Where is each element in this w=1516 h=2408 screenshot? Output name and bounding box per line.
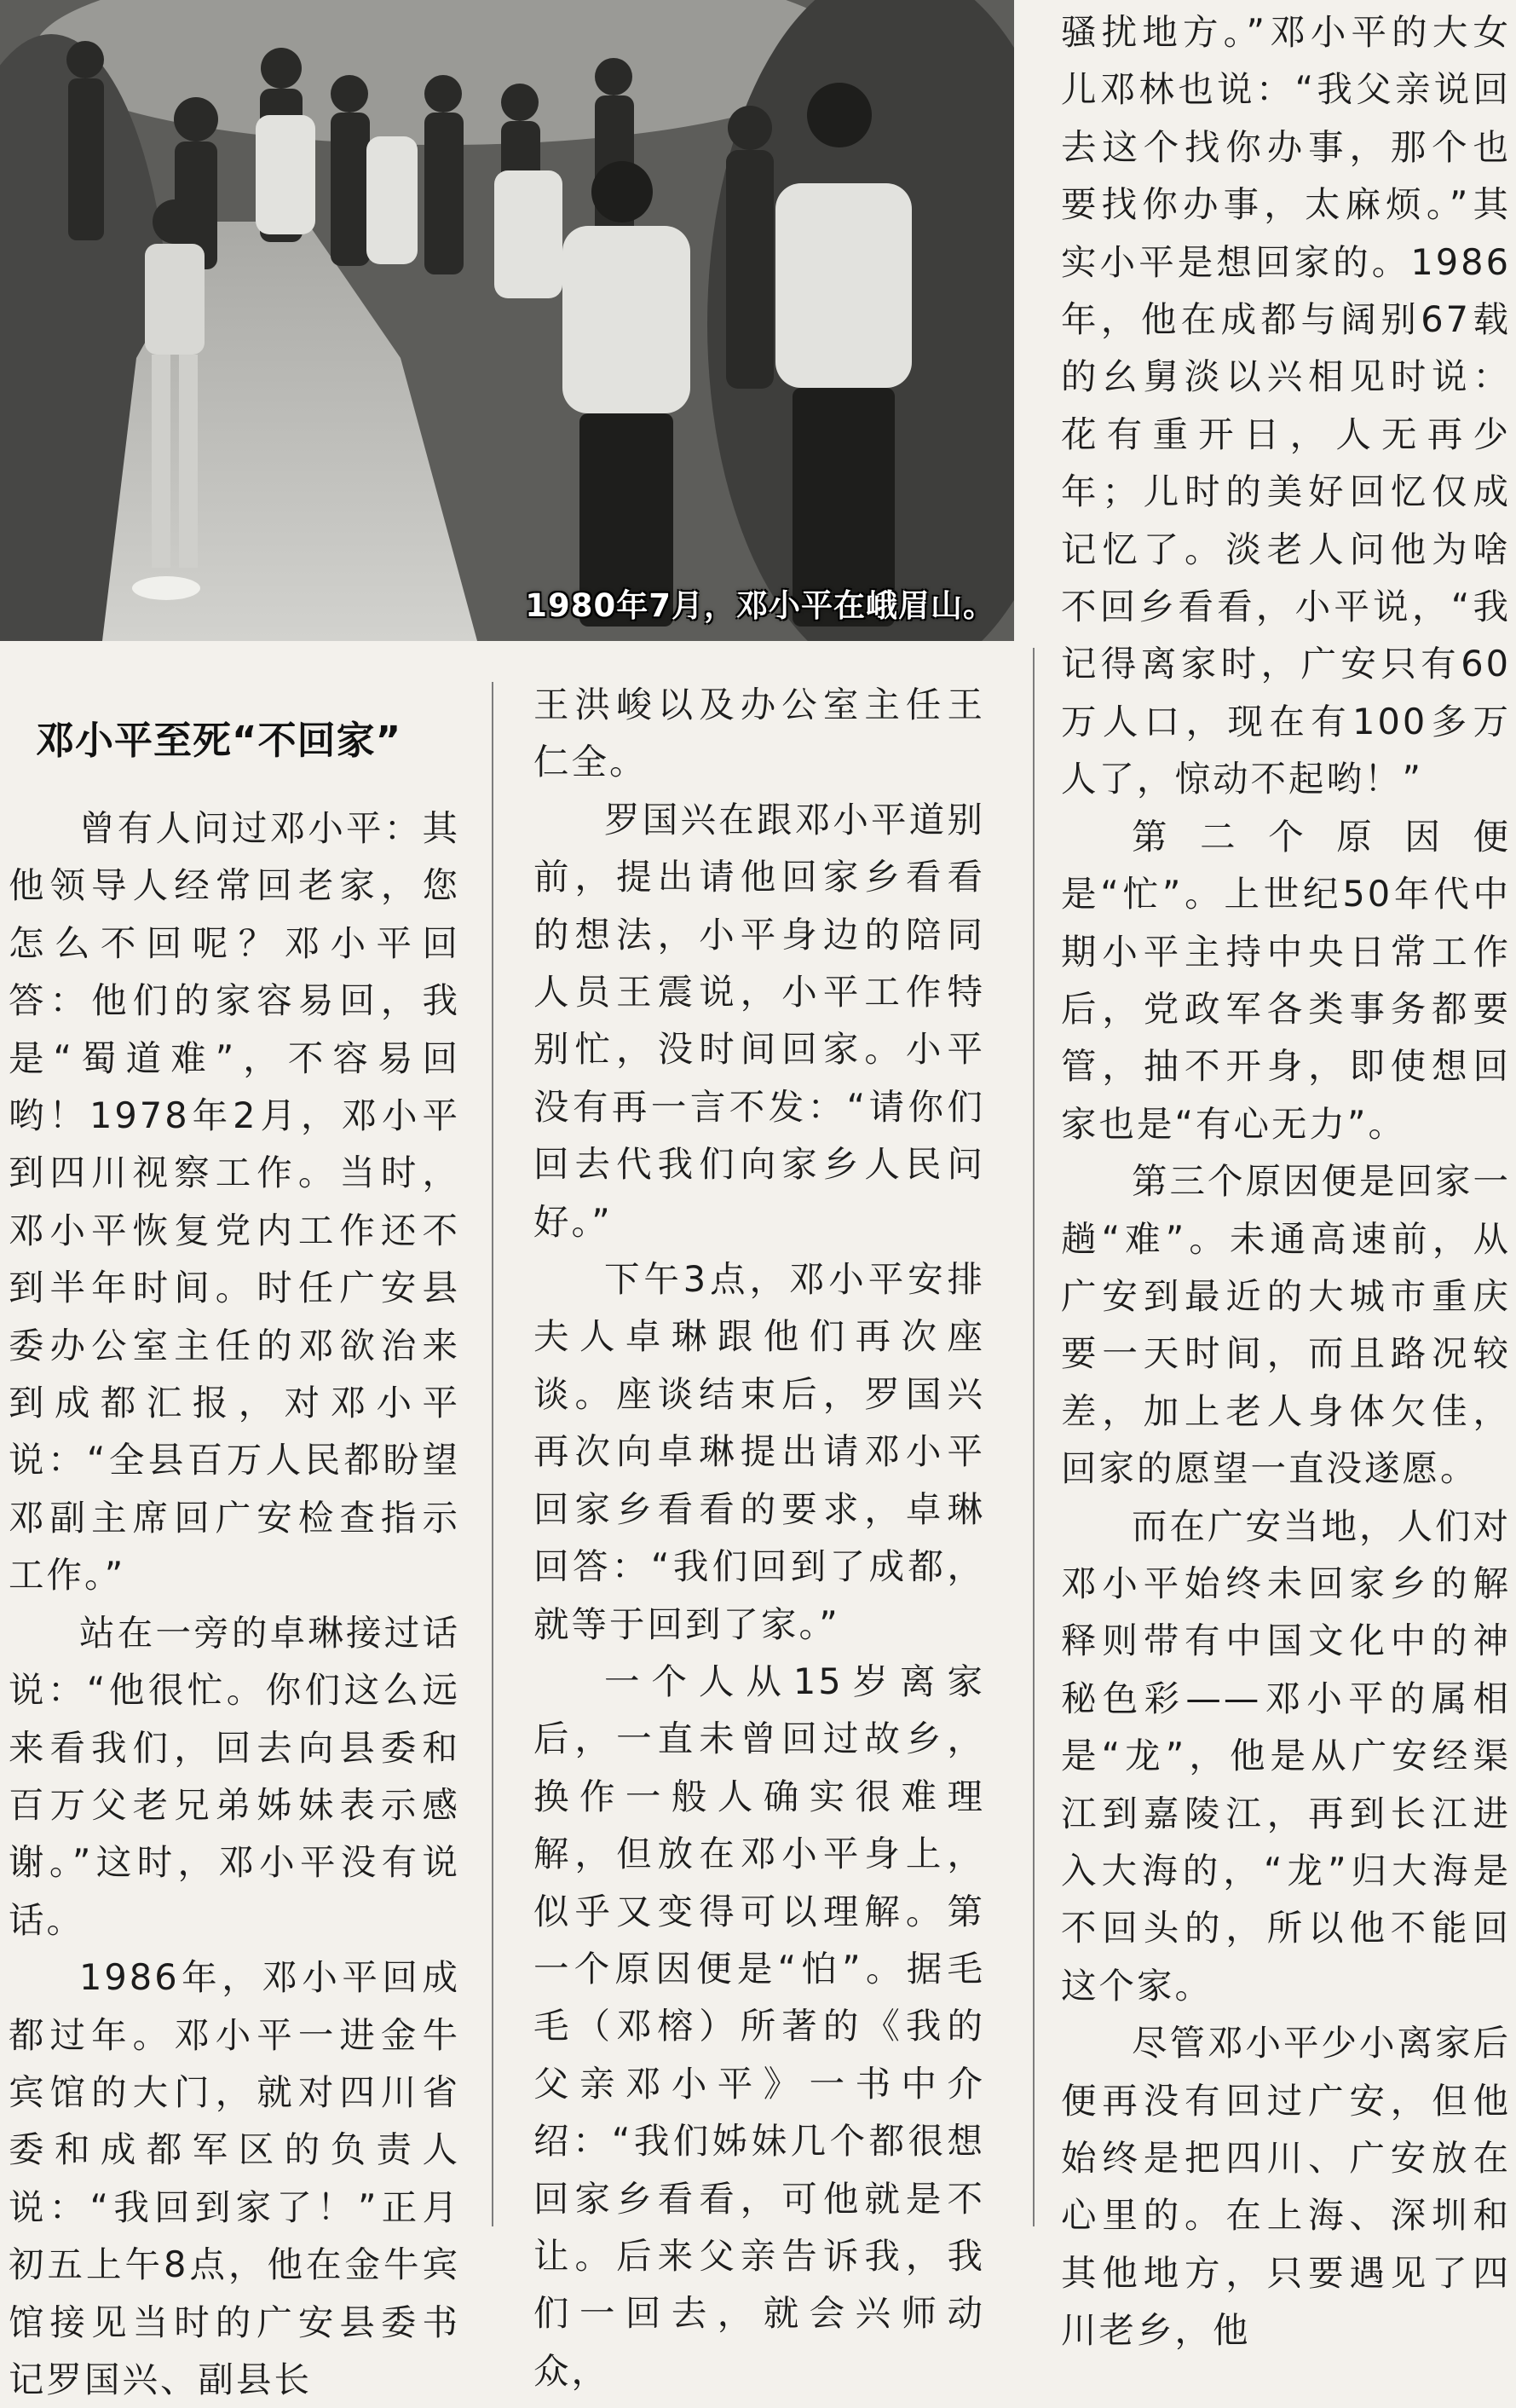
column-divider xyxy=(1033,648,1035,2226)
paragraph: 王洪峻以及办公室主任王仁全。 xyxy=(533,684,985,783)
paragraph: 一个人从15岁离家后，一直未曾回过故乡，换作一般人确实很难理解，但放在邓小平身上，似乎又变得可以理解。第一个原因便是“怕”。据毛毛（邓榕）所著的《我的父亲邓小平》一书中介绍：“我们姊妹几个都很想回家乡看看，可他就是不让。后来父亲告诉我，我们一回去，就会兴师动众， xyxy=(533,1660,985,2392)
article-column-2 xyxy=(533,676,985,2399)
paragraph: 站在一旁的卓琳接过话说：“他很忙。你们这么远来看我们，回去向县委和百万父老兄弟姊妹表示感谢。”这时，邓小平没有说话。 xyxy=(9,1611,460,1941)
news-photo xyxy=(0,0,1014,641)
paragraph: 骚扰地方。”邓小平的大女儿邓林也说：“我父亲说回去这个找你办事，那个也要找你办事，太麻烦。”其实小平是想回家的。1986年，他在成都与阔别67载的幺舅淡以兴相见时说：花有重开日，人无再少年；儿时的美好回忆仅成记忆了。淡老人问他为啥不回乡看看，小平说，“我记得离家时，广安只有60万人口，现在有100多万人了，惊动不起哟！” xyxy=(1061,11,1511,800)
paragraph: 曾有人问过邓小平：其他领导人经常回老家，您怎么不回呢？邓小平回答：他们的家容易回，我是“蜀道难”，不容易回哟！1978年2月，邓小平到四川视察工作。当时，邓小平恢复党内工作还不到半年时间。时任广安县委办公室主任的邓欲治来到成都汇报，对邓小平说：“全县百万人民都盼望邓副主席回广安检查指示工作。” xyxy=(9,807,460,1597)
column-divider xyxy=(492,682,493,2226)
article-headline: 邓小平至死“不回家” xyxy=(36,718,402,763)
paragraph: 罗国兴在跟邓小平道别前，提出请他回家乡看看的想法，小平身边的陪同人员王震说，小平工作特别忙，没时间回家。小平没有再一言不发：“请你们回去代我们向家乡人民问好。” xyxy=(533,798,985,1243)
paragraph: 1986年，邓小平回成都过年。邓小平一进金牛宾馆的大门，就对四川省委和成都军区的负责人说：“我回到家了！”正月初五上午8点，他在金牛宾馆接见当时的广安县委书记罗国兴、副县长 xyxy=(9,1956,460,2400)
paragraph: 下午3点，邓小平安排夫人卓琳跟他们再次座谈。座谈结束后，罗国兴再次向卓琳提出请邓小平回家乡看看的要求，卓琳回答：“我们回到了成都，就等于回到了家。” xyxy=(533,1258,985,1645)
paragraph: 尽管邓小平少小离家后便再没有回过广安，但他始终是把四川、广安放在心里的。在上海、深圳和其他地方，只要遇见了四川老乡，他 xyxy=(1061,2022,1512,2352)
paragraph: 而在广安当地，人们对邓小平始终未回家乡的解释则带有中国文化中的神秘色彩——邓小平的属相是“龙”，他是从广安经渠江到嘉陵江，再到长江进入大海的，“龙”归大海是不回头的，所以他不能回这个家。 xyxy=(1061,1504,1512,2007)
photo-illustration xyxy=(0,0,1014,641)
paragraph: 第三个原因便是回家一趟“难”。未通高速前，从广安到最近的大城市重庆要一天时间，而且路况较差，加上老人身体欠佳，回家的愿望一直没遂愿。 xyxy=(1061,1160,1512,1490)
paragraph: 第二个原因便是“忙”。上世纪50年代中期小平主持中央日常工作后，党政军各类事务都要管，抽不开身，即使想回家也是“有心无力”。 xyxy=(1061,815,1511,1145)
article-column-1 xyxy=(9,800,460,2408)
photo-caption: 1980年7月，邓小平在峨眉山。 xyxy=(525,587,995,624)
article-column-3 xyxy=(1061,3,1511,2359)
